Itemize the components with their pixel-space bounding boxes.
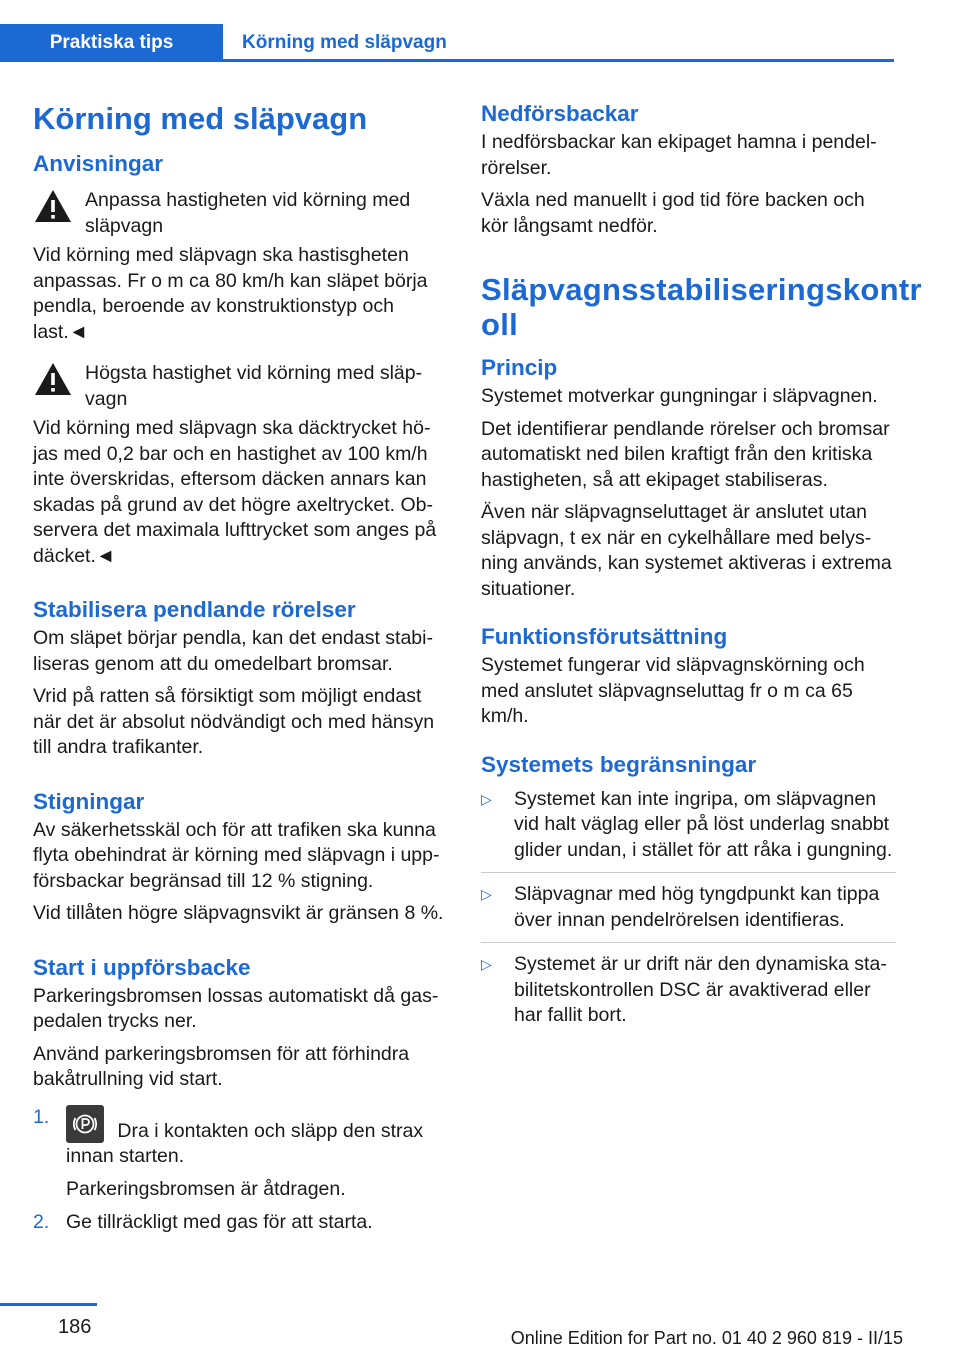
heading-anvisningar: Anvisningar	[33, 151, 164, 176]
stabilisera-p2: Vrid på ratten så försiktigt som möjligt endast när det är absolut nödvändigt och med hänsyn till andra trafikanter.	[33, 685, 435, 758]
step-subtext: Parkeringsbromsen är åtdragen.	[66, 1177, 346, 1200]
header-rule	[223, 59, 894, 62]
nedforsbackar-p1: I nedförsbackar kan ekipaget hamna i pendelrörelser.	[481, 131, 877, 179]
funktion-p1: Systemet fungerar vid släpvagnskörning och med anslutet släpvagnseluttag fr o m ca 65 km/h.	[481, 654, 865, 727]
heading-stigningar: Stigningar	[33, 788, 145, 814]
princip-p2: Det identifierar pendlande rörelser och bromsar automatiskt ned bilen kraftigt från den kritiska hastigheten, så att ekipaget stabiliseras.	[481, 417, 890, 491]
stabilisera-p1: Om släpet börjar pendla, kan det endast stabiliseras genom att du omedelbart bromsar.	[33, 627, 433, 675]
heading-funktion: Funktionsförutsättning	[481, 624, 728, 649]
list-item	[33, 1105, 448, 1203]
warning-title-2: Högsta hastighet vid körning med släpvagn	[85, 362, 423, 410]
edition-text: Online Edition for Part no. 01 40 2 960 819 - II/15	[510, 1328, 903, 1348]
heading-nedforsbackar: Nedförsbackar	[481, 101, 639, 126]
list-item	[33, 1210, 448, 1236]
step-text: Dra i kontakten och släpp den strax innan starten.	[66, 1119, 424, 1167]
list-item-text: Systemet kan inte ingripa, om släpvagnen vid halt väglag eller på löst underlag snabbt glider undan, i stället för att råka i gungning.	[514, 787, 893, 861]
triangle-bullet-icon: ▷	[481, 956, 492, 972]
limitations-list	[481, 787, 896, 1038]
page-title: Körning med släpvagn	[33, 101, 368, 136]
heading-princip: Princip	[481, 355, 558, 380]
warning-triangle-icon	[33, 361, 73, 397]
page-number: 186	[58, 1316, 92, 1338]
section-title: Släpvagnsstabiliseringskontr oll	[481, 272, 922, 342]
start-p1: Parkeringsbromsen lossas automatiskt då gaspedalen trycks ner.	[33, 984, 439, 1032]
nedforsbackar-p2: Växla ned manuellt i god tid före backen och kör långsamt nedför.	[481, 189, 865, 237]
tab-praktiska-tips[interactable]: Praktiska tips	[0, 24, 223, 62]
warning-block-2	[33, 361, 448, 412]
tab-korning-med-slapvagn[interactable]: Körning med släpvagn	[242, 32, 447, 53]
heading-begransningar: Systemets begränsningar	[481, 751, 757, 777]
list-item-text: Släpvagnar med hög tyngdpunkt kan tippa över innan pendelrörelsen identifieras.	[514, 883, 880, 931]
triangle-bullet-icon: ▷	[481, 886, 492, 902]
step-text: Ge tillräckligt med gas för att starta.	[66, 1211, 373, 1233]
warning-block-1	[33, 188, 448, 239]
princip-p1: Systemet motverkar gungningar i släpvagnen.	[481, 385, 878, 407]
start-p2: Använd parkeringsbromsen för att förhindra bakåtrullning vid start.	[33, 1042, 410, 1090]
step-number: 2.	[33, 1211, 50, 1233]
stigningar-p2: Vid tillåten högre släpvagnsvikt är gränsen 8 %.	[33, 902, 444, 924]
princip-p3: Även när släpvagnseluttaget är anslutet utan släpvagn, t ex när en cykelhållare med belysning används, kan systemet aktiveras i extrema situationer.	[481, 501, 892, 600]
right-column	[481, 100, 922, 1047]
heading-stabilisera: Stabilisera pendlande rörelser	[33, 597, 356, 622]
footer-rule	[0, 1303, 97, 1306]
start-steps	[33, 1105, 448, 1236]
list-item	[481, 787, 896, 874]
page-header	[0, 24, 894, 62]
step-number: 1.	[33, 1105, 50, 1128]
stigningar-p1: Av säkerhetsskäl och för att trafiken ska kunna flyta obehindrat är körning med släpvagn i uppförsbackar begränsad till 12 % stigning.	[33, 818, 440, 892]
warning-triangle-icon	[33, 188, 73, 224]
warning-title-1: Anpassa hastigheten vid körning med släpvagn	[85, 189, 411, 237]
list-item	[481, 952, 896, 1038]
heading-start: Start i uppförsbacke	[33, 954, 251, 980]
warning-text-1: Vid körning med släpvagn ska hastisgheten anpassas. Fr o m ca 80 km/h kan släpet börja pendla, beroende av konstruktionstyp och last.◄	[33, 244, 428, 343]
list-item	[481, 882, 896, 943]
parking-brake-icon	[66, 1105, 104, 1143]
triangle-bullet-icon: ▷	[481, 790, 492, 807]
warning-text-2: Vid körning med släpvagn ska däcktrycket höjas med 0,2 bar och en hastighet av 100 km/h inte överskridas, eftersom däcken annars kan skadas på grund av det högre axeltrycket. Observera det maximala lufttrycket som anges på däcket.◄	[33, 417, 437, 567]
list-item-text: Systemet är ur drift när den dynamiska stabilitetskontrollen DSC är avaktiverad eller har fallit bort.	[514, 953, 887, 1026]
left-column	[33, 100, 448, 1244]
